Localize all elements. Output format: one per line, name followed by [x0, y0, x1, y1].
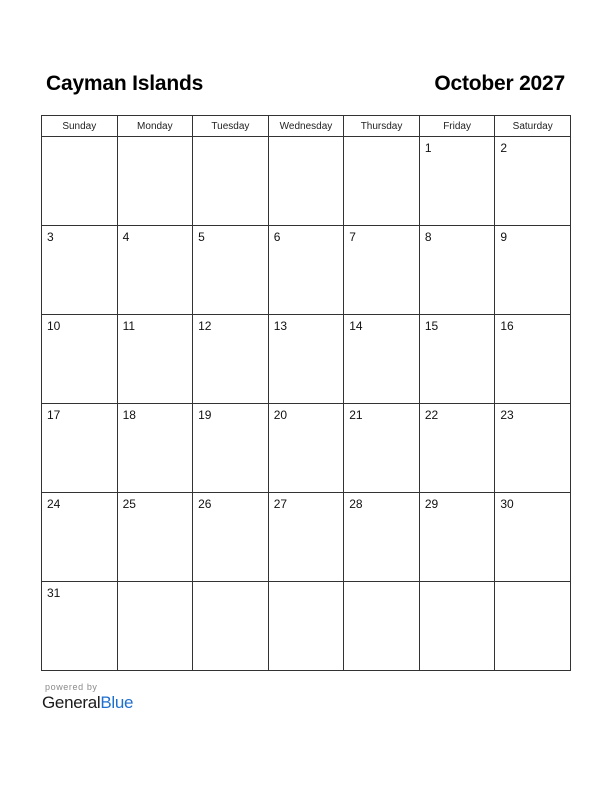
day-cell: [495, 493, 571, 582]
empty-day-cell: [344, 137, 420, 226]
empty-day-cell: [117, 137, 193, 226]
weekday-header: Wednesday: [268, 116, 344, 137]
day-number: [193, 582, 268, 586]
empty-day-cell: [268, 137, 344, 226]
day-cell: [42, 226, 118, 315]
day-number: 26: [198, 497, 212, 511]
day-number: [269, 137, 344, 141]
day-number: 17: [47, 408, 61, 422]
day-number: 30: [500, 497, 514, 511]
day-number: 14: [349, 319, 363, 333]
week-row: [42, 493, 571, 582]
week-row: [42, 404, 571, 493]
day-number: [344, 137, 419, 141]
day-cell: [268, 226, 344, 315]
day-cell: [419, 226, 495, 315]
day-cell: [419, 404, 495, 493]
day-number: 20: [273, 408, 288, 422]
day-number: 23: [500, 408, 514, 422]
day-number: [118, 137, 193, 141]
day-number: [344, 582, 419, 586]
day-number: [42, 137, 117, 141]
empty-day-cell: [42, 137, 118, 226]
day-cell: [344, 315, 420, 404]
day-number: 10: [47, 319, 61, 333]
day-number: [495, 582, 570, 586]
day-number: 22: [424, 408, 439, 422]
day-number: 2: [500, 141, 508, 155]
calendar-grid: [41, 115, 571, 671]
day-cell: [42, 493, 118, 582]
day-number: 7: [349, 230, 356, 244]
day-cell: [193, 404, 269, 493]
week-row: [42, 582, 571, 671]
empty-day-cell: [495, 582, 571, 671]
day-cell: [344, 493, 420, 582]
calendar-month-title: October 2027: [434, 72, 565, 95]
weekday-header-row: [42, 116, 571, 137]
empty-day-cell: [193, 582, 269, 671]
weekday-header: Tuesday: [193, 116, 269, 137]
weekday-header: Sunday: [42, 116, 118, 137]
day-cell: [344, 226, 420, 315]
day-number: 15: [424, 319, 439, 333]
day-number: [420, 582, 495, 586]
day-number: 1: [424, 141, 432, 155]
day-number: 18: [122, 408, 136, 422]
calendar-country-title: Cayman Islands: [46, 72, 204, 95]
day-number: [193, 137, 268, 141]
day-number: 13: [273, 319, 288, 333]
generalblue-logo: [42, 693, 133, 713]
day-number: 29: [424, 497, 439, 511]
day-number: 25: [122, 497, 136, 511]
day-cell: [193, 493, 269, 582]
powered-by-text: powered by: [45, 682, 98, 692]
empty-day-cell: [344, 582, 420, 671]
day-cell: [495, 315, 571, 404]
day-cell: [117, 404, 193, 493]
logo-blue: Blue: [100, 693, 134, 712]
day-number: 16: [500, 319, 514, 333]
day-cell: [117, 226, 193, 315]
day-number: 27: [273, 497, 288, 511]
weekday-header: Friday: [419, 116, 495, 137]
day-cell: [419, 315, 495, 404]
day-number: 24: [47, 497, 61, 511]
weekday-header: Thursday: [344, 116, 420, 137]
day-cell: [117, 493, 193, 582]
day-cell: [419, 493, 495, 582]
day-cell: [344, 404, 420, 493]
logo-general: General: [42, 693, 101, 712]
day-number: 4: [122, 230, 130, 244]
day-number: 28: [349, 497, 363, 511]
day-cell: [117, 315, 193, 404]
empty-day-cell: [193, 137, 269, 226]
week-row: [42, 137, 571, 226]
day-cell: [268, 493, 344, 582]
day-number: 19: [198, 408, 212, 422]
day-number: [269, 582, 344, 586]
day-cell: [495, 404, 571, 493]
day-number: 6: [273, 230, 281, 244]
day-number: 11: [122, 319, 136, 333]
day-cell: [42, 582, 118, 671]
day-number: 5: [198, 230, 205, 244]
day-number: 9: [500, 230, 508, 244]
weekday-header: Saturday: [495, 116, 571, 137]
day-cell: [268, 315, 344, 404]
day-cell: [193, 226, 269, 315]
day-number: 8: [424, 230, 432, 244]
day-cell: [495, 137, 571, 226]
day-number: 3: [47, 230, 54, 244]
day-number: 21: [349, 408, 363, 422]
empty-day-cell: [419, 582, 495, 671]
week-row: [42, 226, 571, 315]
day-cell: [42, 315, 118, 404]
week-row: [42, 315, 571, 404]
day-number: [118, 582, 193, 586]
day-cell: [193, 315, 269, 404]
empty-day-cell: [117, 582, 193, 671]
day-cell: [42, 404, 118, 493]
day-cell: [268, 404, 344, 493]
day-cell: [419, 137, 495, 226]
weekday-header: Monday: [117, 116, 193, 137]
brand-footer: [42, 682, 133, 713]
day-cell: [495, 226, 571, 315]
empty-day-cell: [268, 582, 344, 671]
day-number: 12: [198, 319, 212, 333]
day-number: 31: [47, 586, 61, 600]
